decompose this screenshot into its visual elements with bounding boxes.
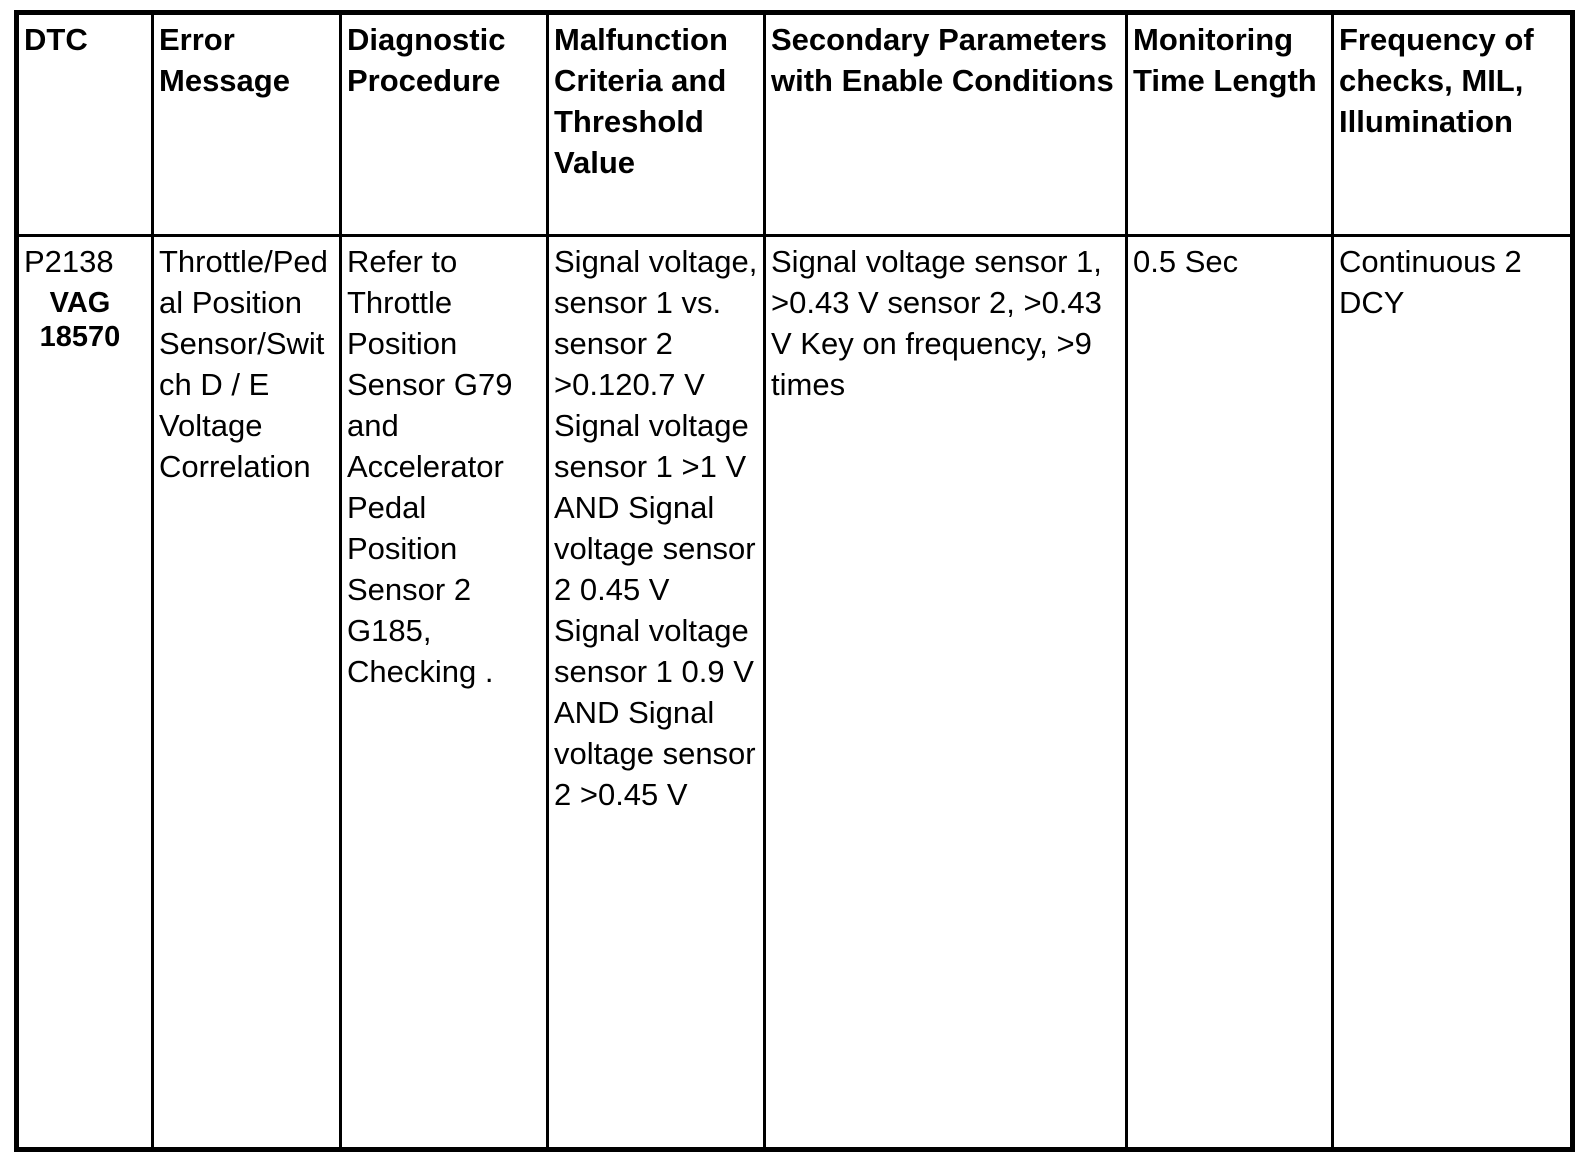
- cell-diagnostic-procedure: Refer to Throttle Position Sensor G79 and Accelerator Pedal Position Sensor 2 G185, Checking .: [341, 236, 548, 1150]
- table-row: [17, 236, 1573, 1150]
- header-frequency: Frequency of checks, MIL, Illumination: [1333, 13, 1573, 236]
- dtc-table: [14, 10, 1575, 1152]
- cell-secondary-parameters: Signal voltage sensor 1, >0.43 V sensor 2, >0.43 V Key on frequency, >9 times: [765, 236, 1127, 1150]
- vag-code: VAG 18570: [39, 287, 121, 353]
- header-dtc: DTC: [17, 13, 153, 236]
- cell-malfunction-criteria: Signal voltage, sensor 1 vs. sensor 2 >0.120.7 V Signal voltage sensor 1 >1 V AND Signal voltage sensor 2 0.45 V Signal voltage sensor 1 0.9 V AND Signal voltage sensor 2 >0.45 V: [548, 236, 765, 1150]
- header-row: [17, 13, 1573, 236]
- cell-dtc: [17, 236, 153, 1150]
- dtc-code: P2138: [24, 244, 114, 279]
- header-diagnostic-procedure: Diagnostic Procedure: [341, 13, 548, 236]
- cell-monitoring-time: 0.5 Sec: [1127, 236, 1333, 1150]
- header-secondary-parameters: Secondary Parameters with Enable Conditions: [765, 13, 1127, 236]
- cell-error-message: Throttle/Pedal Position Sensor/Switch D / E Voltage Correlation: [153, 236, 341, 1150]
- header-monitoring-time: Monitoring Time Length: [1127, 13, 1333, 236]
- header-malfunction-criteria: Malfunction Criteria and Threshold Value: [548, 13, 765, 236]
- header-error-message: Error Message: [153, 13, 341, 236]
- cell-frequency: Continuous 2 DCY: [1333, 236, 1573, 1150]
